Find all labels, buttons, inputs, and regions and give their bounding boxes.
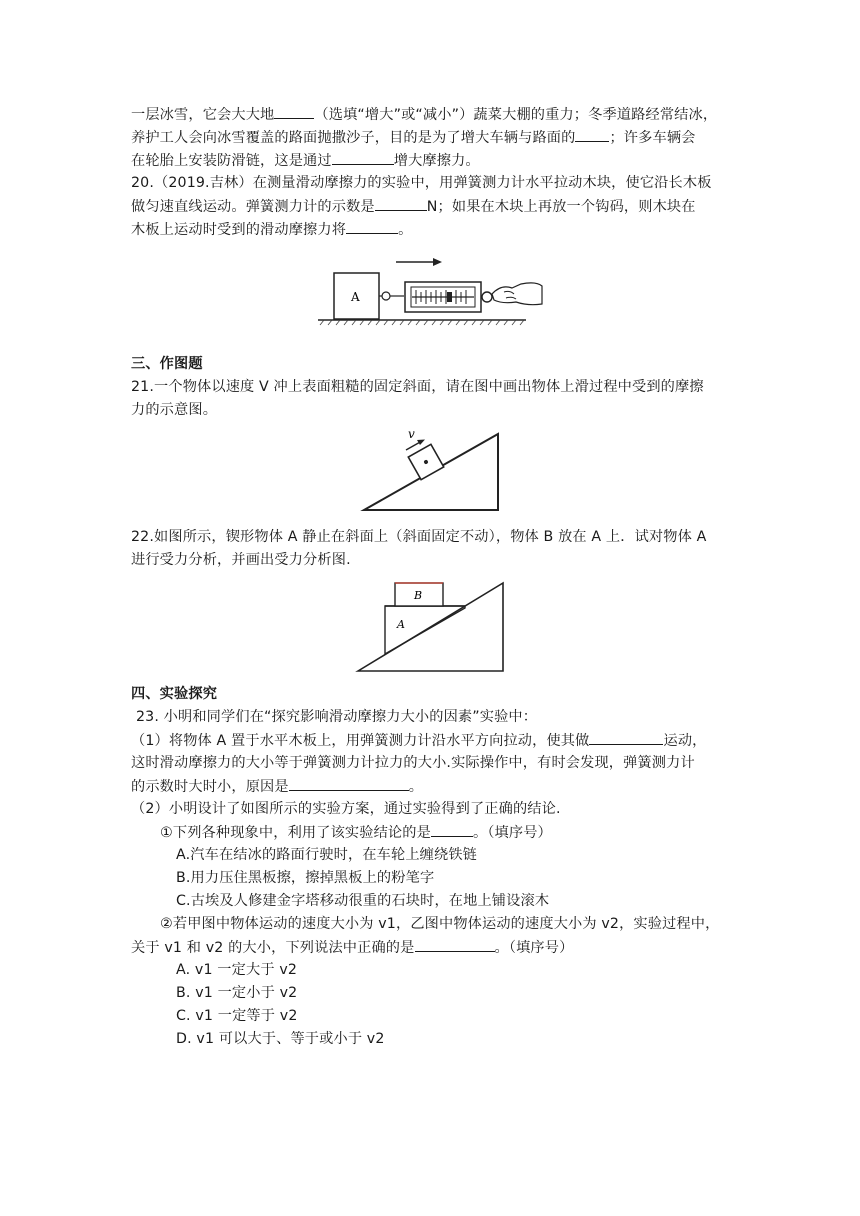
- q20-text: 木板上运动时受到的滑动摩擦力将: [131, 222, 347, 238]
- q19-line-2: [131, 126, 731, 150]
- scale-pointer: [447, 292, 452, 302]
- q23-text: 。: [408, 779, 424, 795]
- q20-text: 20.（2019.吉林）在测量滑动摩擦力的实验中，用弹簧测力计水平拉动木块，使它沿长木板: [131, 175, 712, 191]
- q19-text: （选填“增大”或“减小”）蔬菜大棚的重力；冬季道路经常结冰，: [314, 107, 718, 123]
- q20-text: N；如果在木块上再放一个钩码，则木块在: [426, 199, 696, 215]
- q23-s2-line-2: [131, 936, 731, 960]
- q23-text: ①下列各种现象中，利用了该实验结论的是: [160, 825, 431, 841]
- q23-p1-line-1: [131, 729, 731, 753]
- option-text: C.古埃及人修建金字塔移动很重的石块时，在地上铺设滚木: [176, 893, 550, 909]
- option-text: A.汽车在结冰的路面行驶时，在车轮上缠绕铁链: [176, 847, 478, 863]
- q19-text: ；许多车辆会: [609, 130, 696, 146]
- pull-ring: [482, 292, 492, 302]
- q19-text: 增大摩擦力。: [393, 153, 480, 169]
- hand-icon: [492, 283, 542, 305]
- block-b-label: B: [414, 589, 423, 602]
- q23-line-1: [136, 706, 736, 729]
- q23-text: 23. 小明和同学们在“探究影响滑动摩擦力大小的因素”实验中：: [136, 709, 538, 725]
- q23-text: 运动，: [663, 733, 707, 749]
- q20-text: 做匀速直线运动。弹簧测力计的示数是: [131, 199, 375, 215]
- q21-text: 力的示意图。: [131, 402, 218, 418]
- q23-s2-option: [176, 982, 776, 1005]
- q22-text: 进行受力分析，并画出受力分析图.: [131, 552, 351, 568]
- q23-s2-option: [176, 1005, 776, 1028]
- q23-s1-option: [176, 844, 776, 867]
- q21-text: 21.一个物体以速度 V 冲上表面粗糙的固定斜面，请在图中画出物体上滑过程中受到的摩擦: [131, 379, 704, 395]
- q22-line-1: [131, 526, 731, 549]
- answer-blank[interactable]: [575, 126, 609, 142]
- spring-scale-figure: [316, 254, 548, 328]
- section-3-title: [131, 353, 731, 376]
- q23-text: 的示数时大时小，原因是: [131, 779, 289, 795]
- incline-figure: [360, 420, 504, 512]
- q20-line-3: [131, 218, 731, 242]
- answer-blank[interactable]: [289, 775, 409, 791]
- option-text: C. v1 一定等于 v2: [176, 1008, 298, 1024]
- q23-text: 这时滑动摩擦力的大小等于弹簧测力计拉力的大小.实际操作中，有时会发现，弹簧测力计: [131, 755, 695, 771]
- q23-s1-option: [176, 890, 776, 913]
- velocity-label: v: [408, 427, 415, 441]
- q23-p1-line-2: [131, 752, 731, 775]
- q23-text: 关于 v1 和 v2 的大小，下列说法中正确的是: [131, 940, 415, 956]
- q19-line-3: [131, 149, 731, 173]
- q21-line-2: [131, 399, 731, 422]
- hook-ring: [382, 292, 390, 300]
- q23-text: （1）将物体 A 置于水平木板上，用弹簧测力计沿水平方向拉动，使其做: [131, 733, 590, 749]
- q22-text: 22.如图所示，锲形物体 A 静止在斜面上（斜面固定不动），物体 B 放在 A 上．试对物体 A: [131, 529, 707, 545]
- wedge-figure: [355, 578, 507, 674]
- answer-blank[interactable]: [332, 149, 394, 165]
- section-title-text: 四、实验探究: [131, 686, 218, 702]
- q19-text: 在轮胎上安装防滑链，这是通过: [131, 153, 332, 169]
- q20-line-2: [131, 195, 731, 219]
- q23-s2-option: [176, 959, 776, 982]
- q23-s2-line-1: [160, 913, 760, 936]
- direction-arrow-head: [433, 258, 442, 266]
- q20-line-1: [131, 172, 731, 195]
- q23-s2-option: [176, 1028, 776, 1051]
- q19-text: 一层冰雪，它会大大地: [131, 107, 275, 123]
- velocity-arrow-head: [417, 440, 425, 446]
- option-text: D. v1 可以大于、等于或小于 v2: [176, 1031, 385, 1047]
- answer-blank[interactable]: [415, 936, 495, 952]
- block-a-label: A: [351, 290, 360, 304]
- option-text: B. v1 一定小于 v2: [176, 985, 298, 1001]
- q23-text: （2）小明设计了如图所示的实验方案，通过实验得到了正确的结论.: [131, 801, 561, 817]
- answer-blank[interactable]: [431, 821, 473, 837]
- section-title-text: 三、作图题: [131, 356, 203, 372]
- answer-blank[interactable]: [375, 195, 427, 211]
- section-4-title: [131, 683, 731, 706]
- q19-text: 养护工人会向冰雪覆盖的路面抛撒沙子，目的是为了增大车辆与路面的: [131, 130, 576, 146]
- answer-blank[interactable]: [346, 218, 398, 234]
- option-text: A. v1 一定大于 v2: [176, 962, 298, 978]
- q23-text: 。（填序号）: [472, 825, 552, 841]
- answer-blank[interactable]: [589, 729, 663, 745]
- option-text: B.用力压住黑板擦，擦掉黑板上的粉笔字: [176, 870, 435, 886]
- q23-s1-option: [176, 867, 776, 890]
- q23-text: ②若甲图中物体运动的速度大小为 v1，乙图中物体运动的速度大小为 v2，实验过程中，: [160, 916, 720, 932]
- answer-blank[interactable]: [274, 103, 314, 119]
- q20-text: 。: [398, 222, 413, 238]
- wedge-a-label: A: [397, 618, 405, 631]
- q23-p2-line-1: [131, 798, 731, 821]
- block-on-incline: [408, 444, 443, 479]
- q23-p1-line-3: [131, 775, 731, 799]
- q19-line-1: [131, 103, 731, 127]
- q23-text: 。（填序号）: [494, 940, 574, 956]
- q21-line-1: [131, 376, 731, 399]
- q23-s1-line: [160, 821, 760, 845]
- q22-line-2: [131, 549, 731, 572]
